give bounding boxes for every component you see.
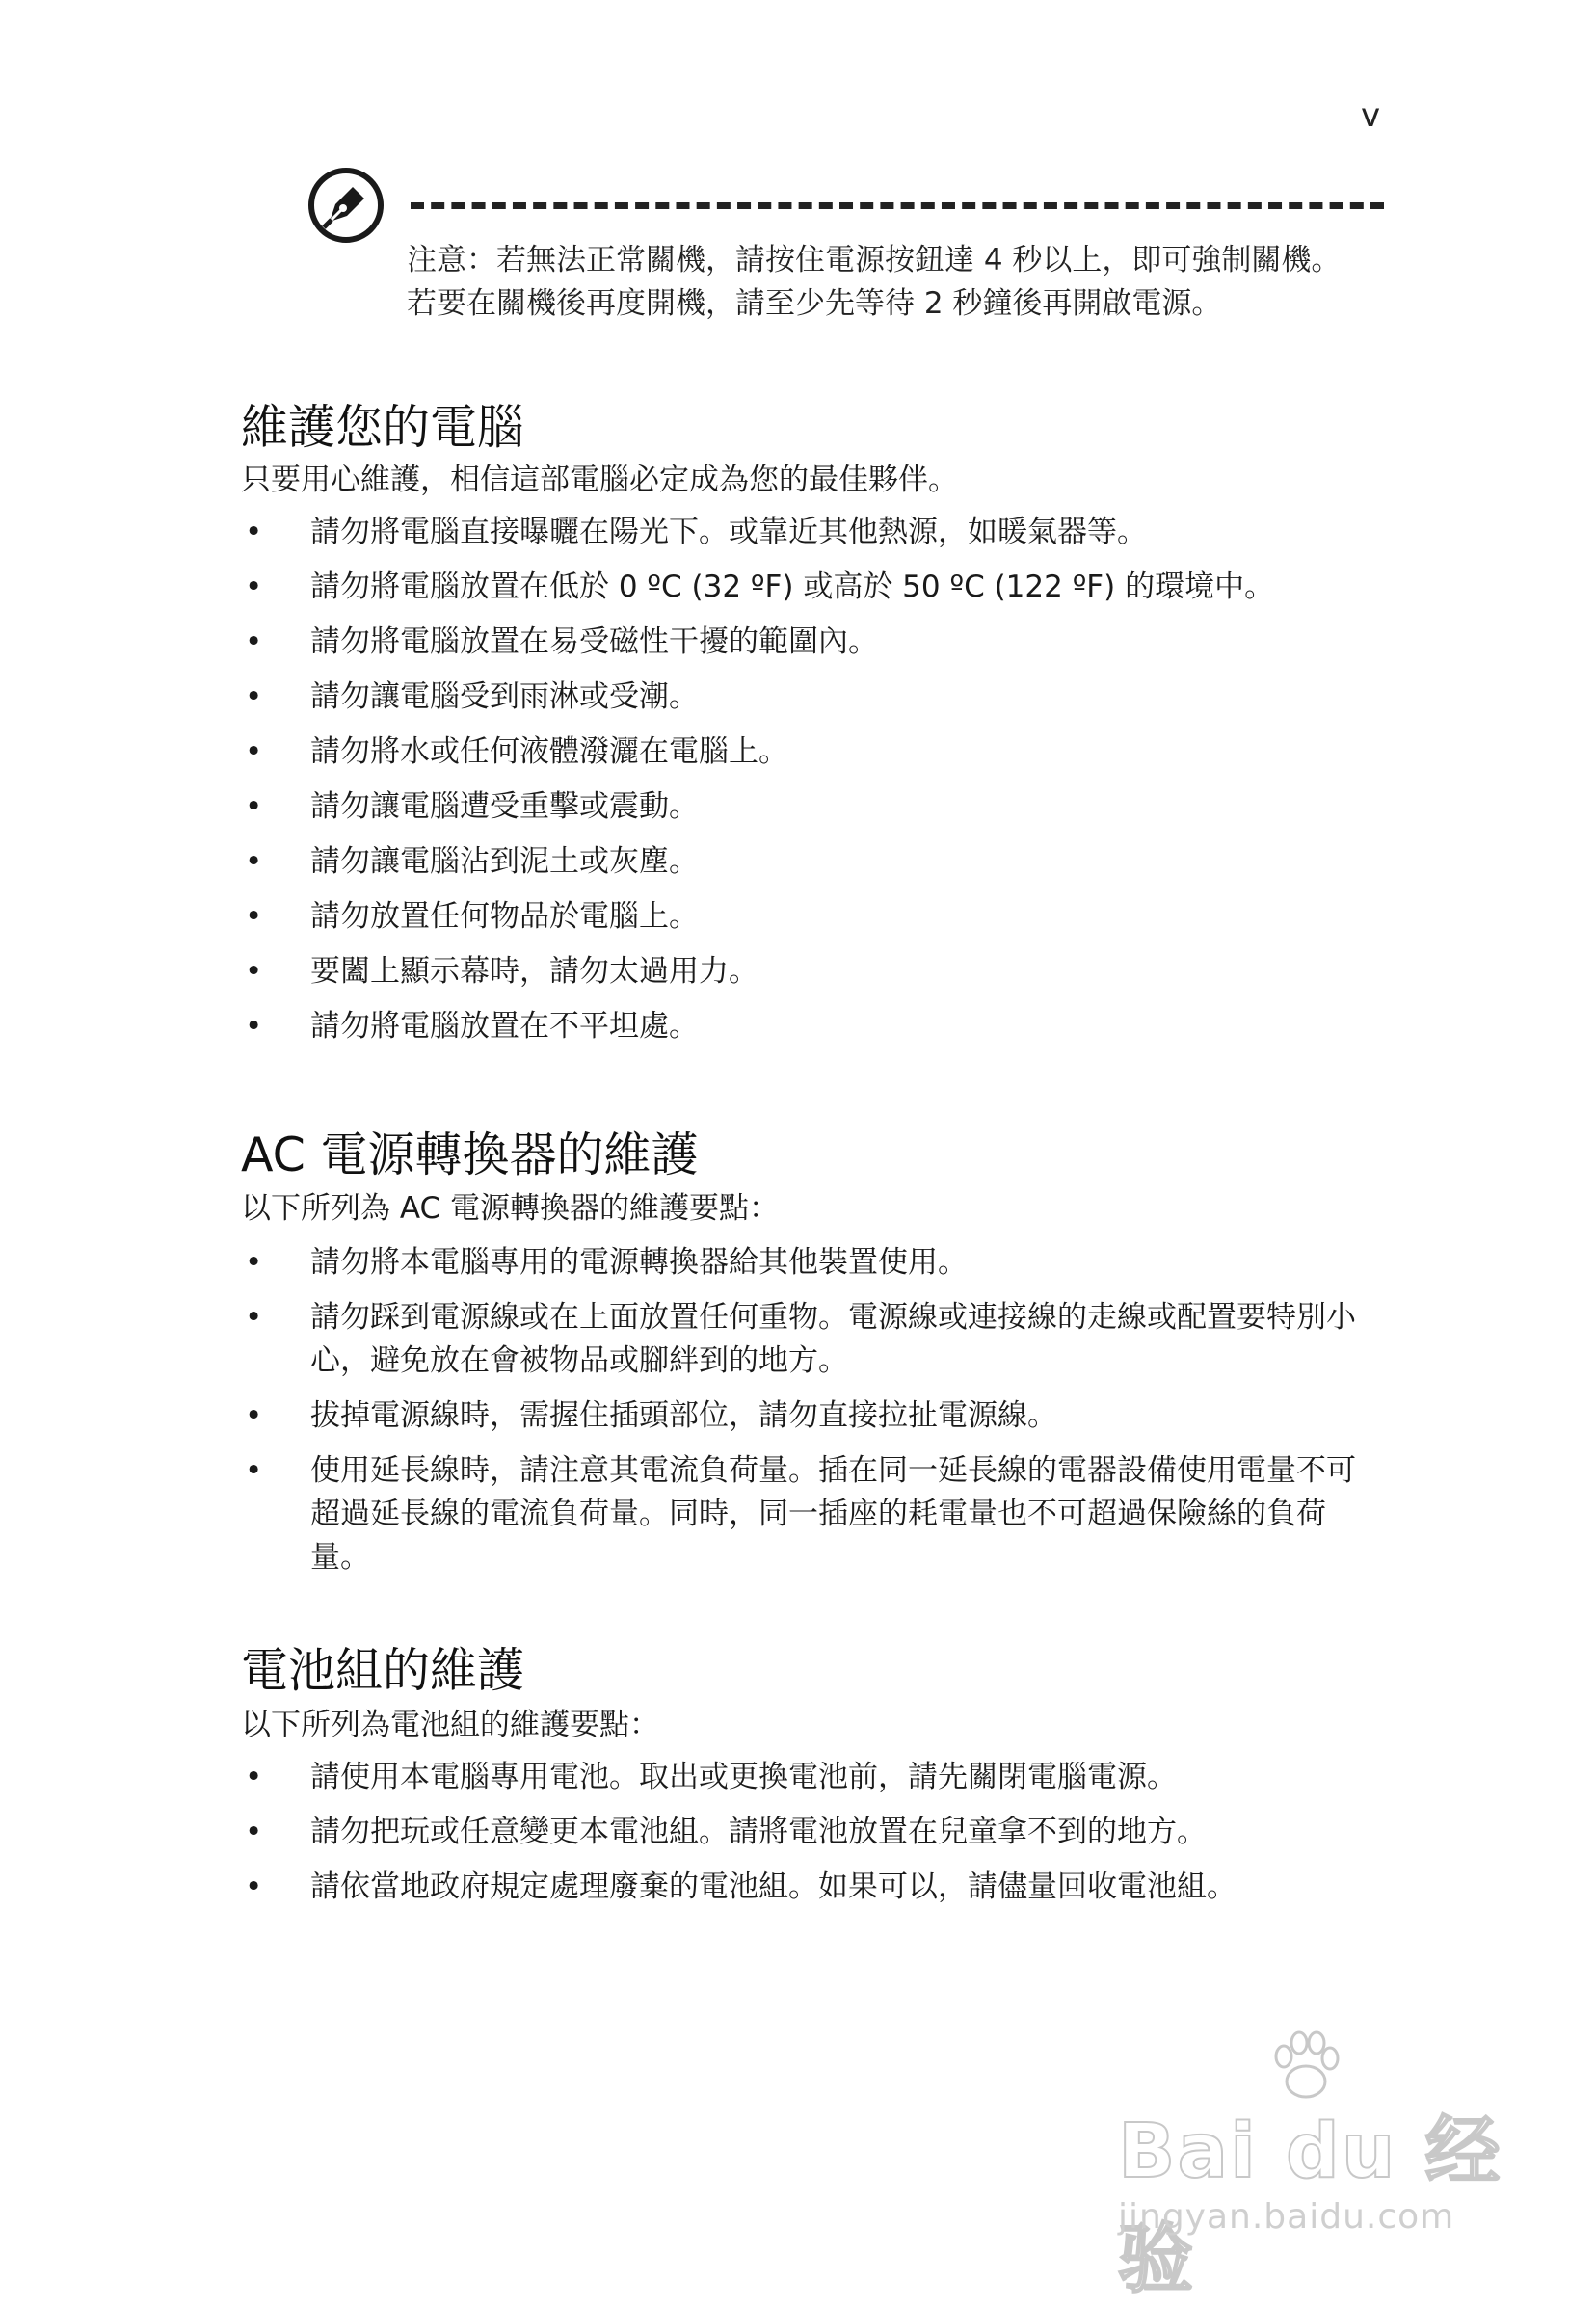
bullet-icon: • [245,789,263,824]
list-item: • 請勿讓電腦沾到泥土或灰塵。 [241,840,1359,884]
list-item: • 請勿將電腦直接曝曬在陽光下。或靠近其他熱源，如暖氣器等。 [241,511,1359,554]
note-text [407,239,1390,326]
bullet-icon: • [245,734,263,769]
list-item: • 請勿將電腦放置在易受磁性干擾的範圍內。 [241,621,1359,664]
list-item: • 請勿將本電腦專用的電源轉換器給其他裝置使用。 [241,1241,1359,1285]
list-item: • 請勿踩到電源線或在上面放置任何重物。電源線或連接線的走線或配置要特別小心，避免放在會被物品或腳絆到的地方。 [241,1296,1359,1383]
list-item: • 請勿將水或任何液體潑灑在電腦上。 [241,730,1359,774]
section-heading-ac-adapter-care: AC 電源轉換器的維護 [241,1127,699,1182]
note-line-2: 若要在關機後再度開機，請至少先等待 2 秒鐘後再開啟電源。 [407,286,1222,321]
section-intro-ac-adapter-care: 以下所列為 AC 電源轉換器的維護要點： [241,1191,780,1226]
list-item: • 請勿放置任何物品於電腦上。 [241,895,1359,939]
pen-nib-icon [306,166,386,245]
bullet-icon: • [245,899,263,934]
bullet-icon: • [245,954,263,989]
bullet-list-battery-care [241,1756,1359,1921]
section-intro-computer-care: 只要用心維護，相信這部電腦必定成為您的最佳夥伴。 [241,463,958,497]
bullet-icon: • [245,1869,263,1904]
page-number: v [1361,96,1381,135]
list-item: • 要闔上顯示幕時，請勿太過用力。 [241,950,1359,994]
bullet-icon: • [245,1009,263,1044]
list-item: • 使用延長線時，請注意其電流負荷量。插在同一延長線的電器設備使用電量不可超過延長線的電流負荷量。同時，同一插座的耗電量也不可超過保險絲的負荷量。 [241,1449,1359,1579]
list-item: • 請勿讓電腦遭受重擊或震動。 [241,785,1359,829]
section-heading-computer-care: 維護您的電腦 [241,400,525,455]
list-item: • 拔掉電源線時，需握住插頭部位，請勿直接拉扯電源線。 [241,1394,1359,1438]
bullet-icon: • [245,570,263,604]
bullet-icon: • [245,1300,263,1335]
bullet-icon: • [245,679,263,714]
list-item: • 請勿將電腦放置在低於 0 ºC (32 ºF) 或高於 50 ºC (122 ºF) 的環境中。 [241,566,1359,609]
bullet-icon: • [245,515,263,549]
list-item: • 請依當地政府規定處理廢棄的電池組。如果可以，請儘量回收電池組。 [241,1866,1359,1909]
section-intro-battery-care: 以下所列為電池組的維護要點： [241,1708,659,1742]
section-heading-battery-care: 電池組的維護 [241,1643,525,1698]
bullet-icon: • [245,1245,263,1280]
list-item: • 請勿讓電腦受到雨淋或受潮。 [241,676,1359,719]
bullet-icon: • [245,1815,263,1849]
watermark-brand: Bai du 经验 [1118,2108,1503,2303]
bullet-icon: • [245,1398,263,1433]
bullet-list-computer-care [241,511,1359,1060]
bullet-icon: • [245,1453,263,1488]
watermark [1118,2024,1523,2303]
list-item: • 請勿把玩或任意變更本電池組。請將電池放置在兒童拿不到的地方。 [241,1811,1359,1854]
watermark-url: jingyan.baidu.com [1118,2197,1455,2237]
bullet-icon: • [245,844,263,879]
bullet-list-ac-adapter-care [241,1241,1359,1591]
note-line-1: 注意：若無法正常關機，請按住電源按鈕達 4 秒以上，即可強制關機。 [407,243,1342,278]
list-item: • 請使用本電腦專用電池。取出或更換電池前，請先關閉電腦電源。 [241,1756,1359,1799]
bullet-icon: • [245,1760,263,1794]
list-item: • 請勿將電腦放置在不平坦處。 [241,1005,1359,1048]
bullet-icon: • [245,624,263,659]
note-divider [411,202,1384,209]
